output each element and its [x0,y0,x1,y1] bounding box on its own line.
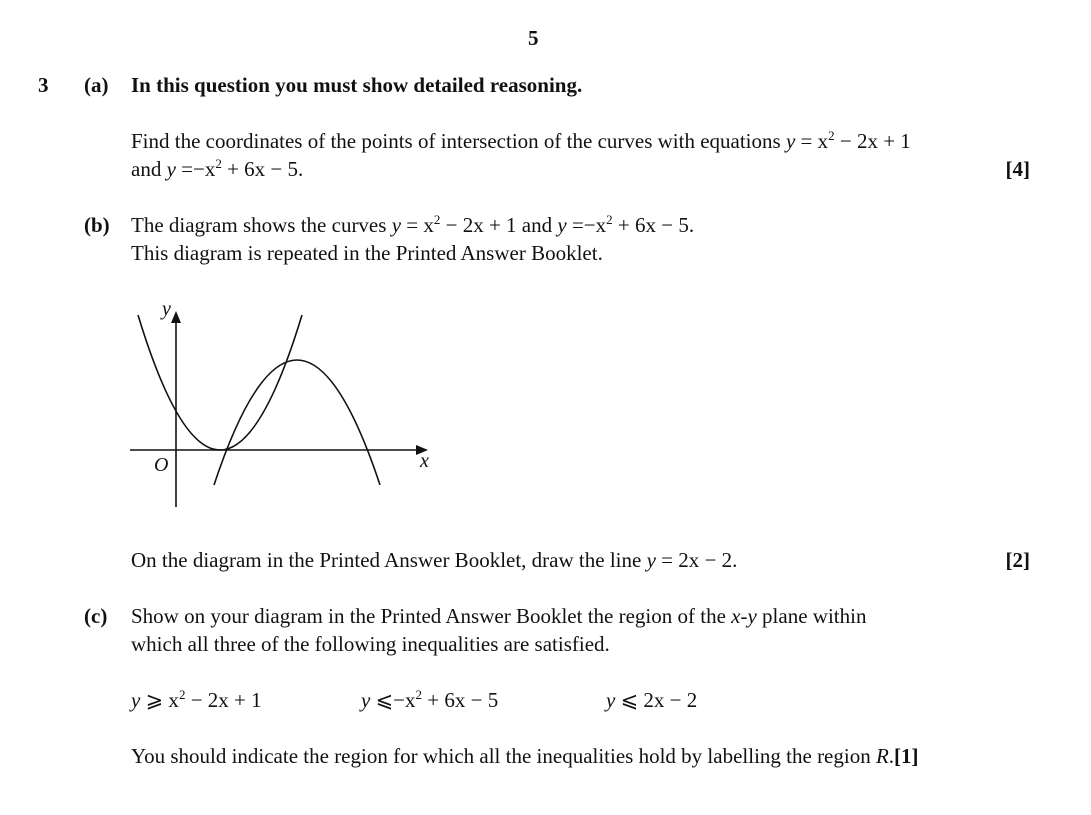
curves-diagram [120,295,440,520]
part-c-xy: x-y [731,604,757,628]
part-c-text-b: plane within [756,604,867,628]
origin-label: O [154,454,169,476]
part-b-line2: This diagram is repeated in the Printed Answer Booklet. [131,241,603,265]
page-number: 5 [528,26,539,50]
part-c-line2: which all three of the following inequalities are satisfied. [131,632,610,656]
part-b-draw-line [131,550,737,571]
part-b-text-and: and [521,213,558,237]
part-a-curve1: $y = x^2 - 2x + 1$ [785,128,911,153]
region-r-label: R [875,744,889,768]
part-a-line1 [131,128,911,153]
part-b-curve2: $y =-x^2 + 6x - 5$. [557,212,695,237]
part-c-marks: [1] [894,744,919,768]
part-c-line1 [131,606,866,627]
part-a-instruction: In this question you must show detailed reasoning. [131,73,583,97]
part-c-final-text: You should indicate the region for which all the inequalities hold by labelling the region [131,744,876,768]
part-b-marks: [2] [1005,548,1030,572]
part-b-text-start: The diagram shows the curves [131,213,392,237]
inequality-2: y $⩽-x^2 + 6x - 5$ [361,687,499,712]
y-axis-label: y [162,298,171,320]
curve-1 [138,315,302,450]
part-a-line2 [131,156,304,181]
part-a-text-and: and [131,157,167,181]
x-axis-label: x [420,450,429,472]
y-axis-arrow-icon [171,311,181,323]
part-a-label: (a) [84,73,109,97]
part-a-marks: [4] [1005,157,1030,181]
part-b-curve1: $y = x^2 - 2x + 1$ [391,212,517,237]
part-b-line1 [131,212,695,237]
inequality-1: y ⩾ $x^2 - 2x + 1$ [131,687,262,712]
part-c-text-a: Show on your diagram in the Printed Answer Booklet the region of the [131,604,732,628]
inequality-3: y ⩽ 2x − 2 [606,688,698,712]
part-b-draw-text: On the diagram in the Printed Answer Booklet, draw the line [131,548,647,572]
part-b-draw-eq: y = 2x − 2. [646,548,738,572]
part-c-final-line: You should indicate the region for which all the inequalities hold by labelling the region R.[1] [131,744,919,768]
part-a-curve2: $y =-x^2 + 6x - 5$. [166,156,304,181]
part-b-label: (b) [84,213,110,237]
curve-2 [214,360,380,485]
part-a-text-line1: Find the coordinates of the points of intersection of the curves with equations [131,129,781,153]
question-number: 3 [38,73,49,97]
part-c-label: (c) [84,604,108,628]
